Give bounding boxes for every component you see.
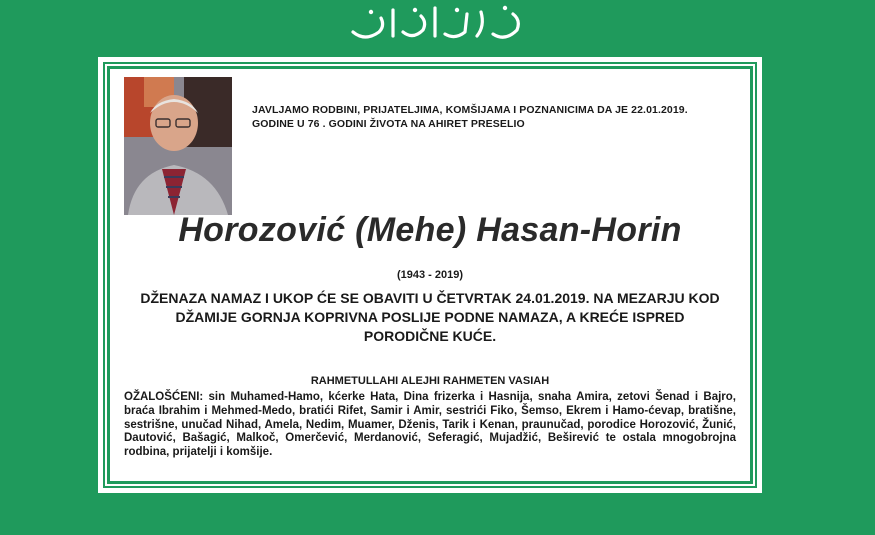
arabic-calligraphy-icon [335, 2, 535, 46]
card-border [107, 66, 753, 484]
portrait-image [124, 77, 232, 215]
calligraphy-header [330, 0, 540, 48]
life-years: (1943 - 2019) [396, 269, 464, 281]
prayer-line: RAHMETULLAHI ALEJHI RAHMETEN VASIAH [310, 375, 550, 387]
obituary-card [98, 57, 762, 493]
mourners-list: OŽALOŠĆENI: sin Muhamed-Hamo, kćerke Hata, Dina frizerka i Hasnija, snaha Amira, zetovi Šenad i Bajro, braća Ibrahim i Mehmed-Medo, bratići Rifet, Samir i Amir, sestrići Fiko, Šemso, Ekrem i Hamo-ćevap, bratišne, sestrišne, unučad Nihad, Amela, Nedim, Muamer, Dženis, Tarik i Kenan, praunučad, porodice Horozović, Žunić, Dautović, Bašagić, Malkoč, Omerčević, Merdanović, Seferagić, Mujadžić, Beširević te ostala mnogobrojna rodbina, prijatelji i komšije. [124, 391, 736, 459]
deceased-name: Horozović (Mehe) Hasan-Horin [178, 211, 682, 249]
deceased-photo [124, 77, 232, 215]
funeral-details: DŽENAZA NAMAZ I UKOP ĆE SE OBAVITI U ČETVRTAK 24.01.2019. NA MEZARJU KOD DŽAMIJE GORNJA KOPRIVNA POSLIJE PODNE NAMAZA, A KREĆE ISPRED PORODIČNE KUĆE. [140, 290, 720, 344]
announcement-text: JAVLJAMO RODBINI, PRIJATELJIMA, KOMŠIJAMA I POZNANICIMA DA JE 22.01.2019. GODINE U 76 . GODINI ŽIVOTA NA AHIRET PRESELIO [252, 104, 688, 130]
